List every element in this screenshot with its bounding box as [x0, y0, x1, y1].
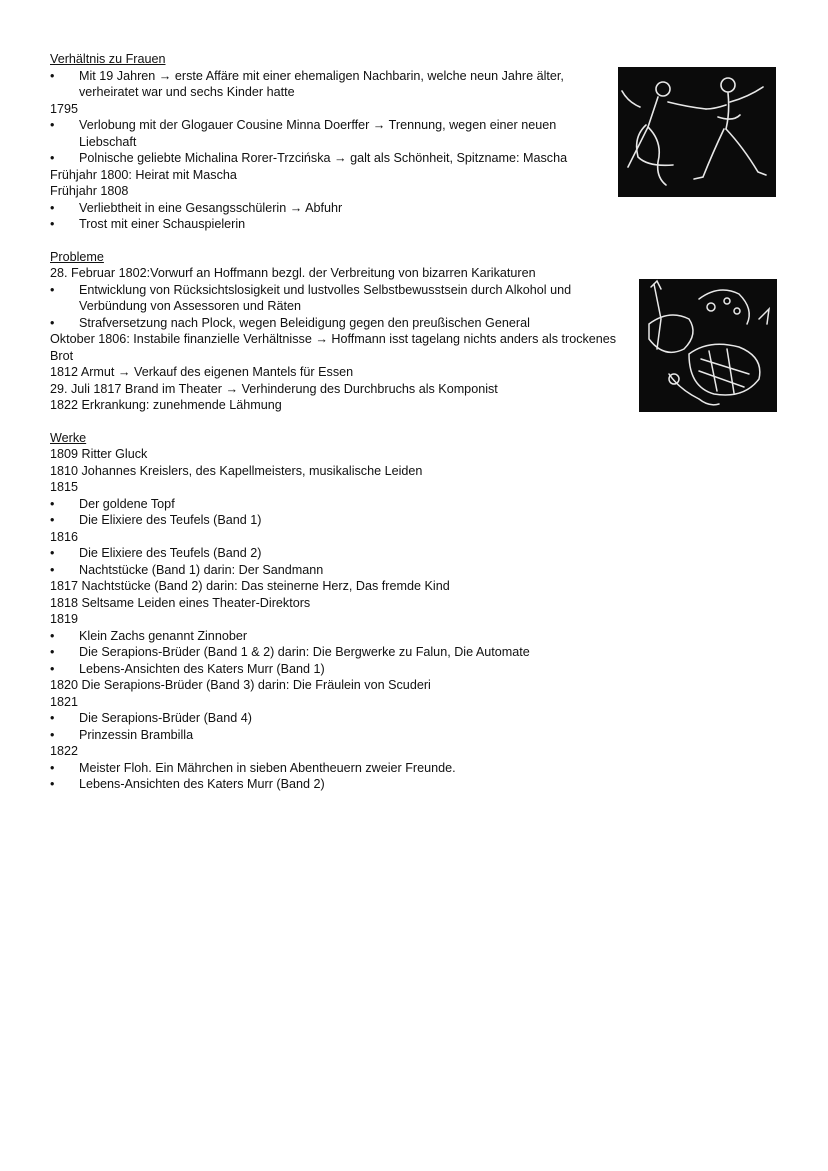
bullet-text: Die Elixiere des Teufels (Band 1) — [79, 513, 262, 527]
bullet-text: Nachtstücke (Band 1) darin: Der Sandmann — [79, 562, 324, 577]
section-frauen — [50, 51, 590, 233]
grotesque-illustration — [639, 279, 777, 412]
text-line: 1810 Johannes Kreislers, des Kapellmeisters, musikalische Leiden — [50, 463, 423, 478]
bullet-dot-icon: • — [50, 628, 55, 643]
bullet-text: Polnische geliebte Michalina Rorer-Trzcińska → galt als Schönheit, Spitzname: Mascha — [79, 151, 568, 165]
bullet-item — [50, 545, 630, 562]
text-line: 28. Februar 1802:Vorwurf an Hoffmann bezgl. der Verbreitung von bizarren Karikaturen — [50, 266, 536, 280]
section-werke — [50, 430, 630, 793]
bullet-dot-icon: • — [50, 200, 55, 215]
bullet-text: Die Serapions-Brüder (Band 1 & 2) darin: Die Bergwerke zu Falun, Die Automate — [79, 645, 530, 659]
text-line: 1821 — [50, 694, 79, 709]
bullet-item — [50, 710, 630, 727]
bullet-text: Mit 19 Jahren → erste Affäre mit einer ehemaligen Nachbarin, welche neun Jahre älter, verheiratet war und sechs Kinder hatte — [79, 68, 564, 99]
text-line: 1818 Seltsame Leiden eines Theater-Direktors — [50, 595, 311, 610]
bullet-text: Strafversetzung nach Plock, wegen Beleidigung gegen den preußischen General — [79, 315, 530, 330]
bullet-item — [50, 661, 630, 678]
bullet-item — [50, 727, 630, 744]
bullet-item — [50, 282, 630, 315]
bullet-dot-icon: • — [50, 727, 55, 742]
bullet-item — [50, 562, 630, 579]
bullet-text: Die Serapions-Brüder (Band 4) — [79, 711, 252, 725]
bullet-text: Verliebtheit in eine Gesangsschülerin → Abfuhr — [79, 200, 343, 215]
bullet-item — [50, 150, 590, 167]
text-line: Oktober 1806: Instabile finanzielle Verhältnisse → Hoffmann isst tagelang nichts anders als trockenes Brot — [50, 332, 620, 363]
section-probleme — [50, 249, 630, 414]
bullet-text: Prinzessin Brambilla — [79, 727, 194, 742]
bullet-item — [50, 315, 630, 332]
bullet-text: Der goldene Topf — [79, 496, 175, 511]
bullet-item — [50, 512, 630, 529]
bullet-dot-icon: • — [50, 711, 55, 725]
bullet-item — [50, 628, 630, 645]
bullet-dot-icon: • — [50, 282, 55, 297]
bullet-dot-icon: • — [50, 760, 55, 775]
text-line: Frühjahr 1808 — [50, 184, 129, 198]
bullet-text: Verlobung mit der Glogauer Cousine Minna Doerffer → Trennung, wegen einer neuen Liebschaft — [79, 118, 557, 149]
text-line: 1795 — [50, 101, 79, 116]
section-heading: Verhältnis zu Frauen — [50, 52, 166, 66]
bullet-dot-icon: • — [50, 68, 55, 83]
text-line: 1822 Erkrankung: zunehmende Lähmung — [50, 398, 282, 412]
text-line: 1819 — [50, 612, 79, 626]
text-line: Frühjahr 1800: Heirat mit Mascha — [50, 167, 237, 182]
section-heading: Werke — [50, 430, 87, 445]
bullet-item — [50, 760, 630, 777]
bullet-item — [50, 200, 590, 217]
dancing-couple-illustration — [618, 67, 776, 197]
bullet-dot-icon: • — [50, 217, 55, 231]
bullet-dot-icon: • — [50, 777, 55, 791]
bullet-item — [50, 117, 590, 150]
text-line: 1815 — [50, 480, 79, 494]
bullet-dot-icon: • — [50, 562, 55, 577]
bullet-dot-icon: • — [50, 661, 55, 676]
bullet-text: Lebens-Ansichten des Katers Murr (Band 1) — [79, 661, 325, 676]
text-line: 1812 Armut → Verkauf des eigenen Mantels für Essen — [50, 365, 354, 379]
bullet-dot-icon: • — [50, 151, 55, 165]
bullet-text: Trost mit einer Schauspielerin — [79, 217, 246, 231]
bullet-text: Klein Zachs genannt Zinnober — [79, 628, 248, 643]
bullet-text: Die Elixiere des Teufels (Band 2) — [79, 546, 262, 560]
bullet-item — [50, 644, 630, 661]
bullet-text: Lebens-Ansichten des Katers Murr (Band 2) — [79, 777, 325, 791]
bullet-item — [50, 776, 630, 793]
text-line: 1822 — [50, 744, 79, 758]
text-line: 1809 Ritter Gluck — [50, 447, 148, 461]
bullet-item — [50, 216, 590, 233]
bullet-text: Entwicklung von Rücksichtslosigkeit und lustvolles Selbstbewusstsein durch Alkohol und Verbündung von Assessoren und Räten — [79, 282, 572, 313]
bullet-dot-icon: • — [50, 513, 55, 527]
bullet-text: Meister Floh. Ein Mährchen in sieben Abentheuern zweier Freunde. — [79, 760, 456, 775]
bullet-dot-icon: • — [50, 315, 55, 330]
bullet-dot-icon: • — [50, 118, 55, 132]
text-line: 1817 Nachtstücke (Band 2) darin: Das steinerne Herz, Das fremde Kind — [50, 579, 450, 593]
bullet-dot-icon: • — [50, 496, 55, 511]
bullet-item — [50, 496, 630, 513]
text-line: 1820 Die Serapions-Brüder (Band 3) darin: Die Fräulein von Scuderi — [50, 678, 431, 692]
bullet-item — [50, 68, 590, 101]
section-heading: Probleme — [50, 249, 104, 264]
bullet-dot-icon: • — [50, 645, 55, 659]
text-line: 1816 — [50, 529, 79, 544]
text-line: 29. Juli 1817 Brand im Theater → Verhinderung des Durchbruchs als Komponist — [50, 381, 498, 396]
bullet-dot-icon: • — [50, 546, 55, 560]
